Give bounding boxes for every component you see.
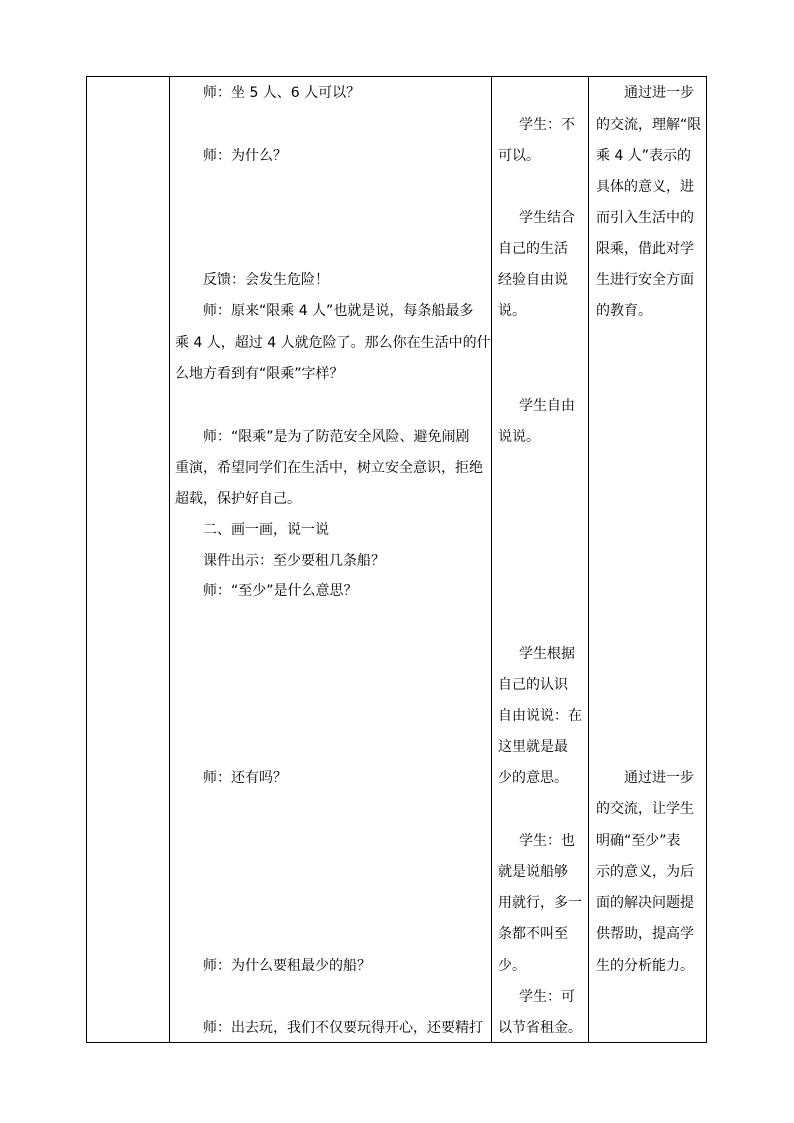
main-line: 师：为什么？ (203, 148, 287, 164)
student-line: 条都不叫至 (498, 926, 568, 942)
student-line: 这里就是最 (498, 739, 568, 755)
main-line: 师：“限乘”是为了防范安全风险、避免闹剧 (203, 429, 470, 445)
student-line: 经验自由说 (498, 272, 568, 288)
intent-line: 面的解决问题提 (596, 895, 694, 911)
student-line: 用就行，多一 (498, 895, 582, 911)
main-line: 师：出去玩，我们不仅要玩得开心，还要精打 (203, 1020, 483, 1036)
column-divider-1 (169, 77, 170, 1042)
student-line: 说说。 (498, 429, 540, 445)
intent-line: 示的意义，为后 (596, 864, 694, 880)
main-line: 师：坐 5 人、6 人可以？ (203, 85, 361, 101)
intent-line: 生进行安全方面 (596, 272, 694, 288)
intent-line: 通过进一步 (624, 85, 694, 101)
main-line: 超载，保护好自己。 (175, 491, 301, 507)
student-line: 少。 (498, 958, 526, 974)
student-line: 学生结合 (519, 210, 575, 226)
column-divider-2 (491, 77, 492, 1042)
student-line: 可以。 (498, 148, 540, 164)
main-line: 反馈：会发生危险！ (203, 272, 329, 288)
student-line: 自己的生活 (498, 241, 568, 257)
intent-line: 具体的意义，进 (596, 179, 694, 195)
main-line: 乘 4 人，超过 4 人就危险了。那么你在生活中的什 (175, 335, 491, 351)
main-line: 师：“至少”是什么意思？ (203, 583, 358, 599)
student-line: 以节省租金。 (498, 1020, 582, 1036)
main-line: 师：为什么要租最少的船？ (203, 958, 371, 974)
main-line: 课件出示：至少要租几条船？ (203, 553, 385, 569)
intent-line: 供帮助，提高学 (596, 926, 694, 942)
student-line: 少的意思。 (498, 770, 568, 786)
student-line: 学生：也 (519, 833, 575, 849)
student-line: 学生：可 (519, 989, 575, 1005)
student-line: 学生根据 (519, 646, 575, 662)
student-line: 自由说说：在 (498, 708, 582, 724)
main-line: 重演，希望同学们在生活中，树立安全意识，拒绝 (175, 460, 483, 476)
student-line: 说。 (498, 303, 526, 319)
intent-line: 乘 4 人”表示的 (596, 148, 692, 164)
intent-line: 通过进一步 (624, 770, 694, 786)
student-line: 学生：不 (519, 117, 575, 133)
student-line: 自己的认识 (498, 677, 568, 693)
intent-line: 生的分析能力。 (596, 958, 694, 974)
column-divider-3 (588, 77, 589, 1042)
main-line: 师：原来“限乘 4 人”也就是说，每条船最多 (203, 303, 474, 319)
intent-line: 的交流，让学生 (596, 801, 694, 817)
intent-line: 而引入生活中的 (596, 210, 694, 226)
intent-line: 的教育。 (596, 303, 652, 319)
student-line: 学生自由 (519, 398, 575, 414)
main-line: 师：还有吗？ (203, 770, 287, 786)
intent-line: 的交流，理解“限 (596, 117, 702, 133)
intent-line: 限乘，借此对学 (596, 241, 694, 257)
section-heading: 二、画一画，说一说 (203, 522, 329, 538)
intent-line: 明确“至少”表 (596, 833, 681, 849)
main-line: 么地方看到有“限乘”字样？ (175, 366, 344, 382)
student-line: 就是说船够 (498, 864, 568, 880)
